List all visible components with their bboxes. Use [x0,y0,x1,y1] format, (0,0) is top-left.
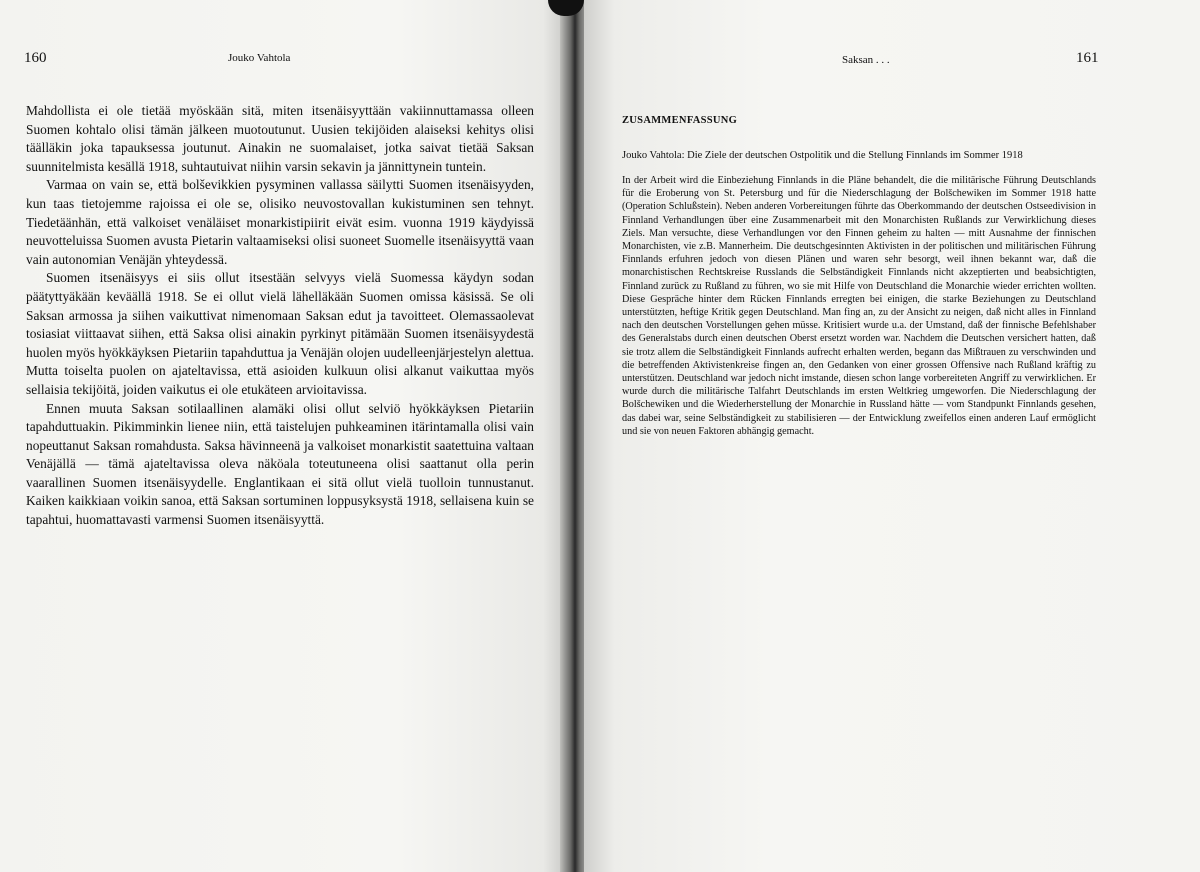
right-page [584,0,1200,872]
paragraph: Ennen muuta Saksan sotilaallinen alamäki olisi ollut selviö hyökkäyksen Pietariin tapahduttuakin. Pikimminkin lienee niin, että taistelujen puhkeaminen itärintamalla olisi vain nopeuttanut Saksan romahdusta. Saksa hävinneenä ja valkoiset monarkistit saatettuina valtaan Venäjällä — tämä ajateltavissa oleva näköala toteutuneena olisi saattanut olla perin vaarallinen Suomen itsenäisyydelle. Englantikaan ei sitä ollut vielä tuolloin tunnustanut. Kaiken kaikkiaan voikin sanoa, että Saksan sortuminen loppusyksystä 1918, sellaisena kuin se tapahtui, huomattavasti varmensi Suomen itsenäisyyttä. [26,400,534,528]
right-running-head: Saksan . . . [842,54,890,66]
summary-citation: Jouko Vahtola: Die Ziele der deutschen Ostpolitik und die Stellung Finnlands im Sommer 1918 [622,150,1023,161]
summary-text [622,174,1096,438]
paragraph: In der Arbeit wird die Einbeziehung Finnlands in die Pläne behandelt, die die militärische Führung Deutschlands für die Eroberung von St. Petersburg und für die Niederschlagung der Bolšchewiken im Sommer 1918 hatte (Operation Schlußstein). Neben anderen Vorbereitungen führte das Oberkommando der deutschen Ostseedivision in Finnland Verhandlungen über eine Zusammenarbeit mit den Monarchisten Rußlands zur Verwirklichung dieses Ziels. Man versuchte, diese Verhandlungen vor den Finnen geheim zu halten — mitt Ausnahme der finnischen Monarchisten, vie z.B. Mannerheim. Die deutschgesinnten Aktivisten in der politischen und militärischen Führung Finnlands erfuhren jedoch von diesen Plänen und waren sehr besorgt, weil ihnen bekannt war, daß die monarchistischen Rechtskreise Russlands die Selbständigkeit Finnlands nicht akzeptierten und beabsichtigten, Finnland zurück zu Rußland zu führen, wo sie mit Hilfe von Deutschland die Monarchie wieder errichten wollten. Diese Gespräche hinter dem Rücken Finnlands erregten bei einigen, die starke Beziehungen zu Deutschland unterstützten, heftige Kritik gegen Deutschland. Man fing an, zu der Ansicht zu neigen, daß nicht alles in Finnland nach den deutschen Vorstellungen gehen müsse. Kritisiert wurde u.a. der Umstand, daß der finnische Befehlshaber des Generalstabs durch einen deutschen Oberst ersetzt worden war. Nachdem die Deutschen versichert hatten, daß sie trotz allem die Selbständigkeit Finnlands aufrecht erhalten werden, begann das Mißtrauen zu verschwinden und die betreffenden Aktivistenkreise fingen an, den Gedanken von einer grossen Offensive nach Rußland kräftig zu unterstützen. Deutschland war jedoch nicht imstande, diesen schon lange vorbereiteten Angriff zu verwirklichen. Er wurde durch die militärische Talfahrt Deutschlands im ersten Weltkrieg umgeworfen. Die Niederschlagung der Bolšchewiken und die Wiederherstellung der Monarchie in Russland hätte — vom Standpunkt Finnlands gesehen, das dabei war, seine Selbständigkeit zu stabilisieren — der Entwicklung zweifellos einen anderen Lauf ermöglicht und sie von neuen Faktoren abhängig gemacht. [622,175,1096,437]
right-page-header [584,50,1200,68]
left-running-head: Jouko Vahtola [228,52,291,64]
paragraph: Mahdollista ei ole tietää myöskään sitä, miten itsenäisyyttään vakiinnuttamassa olleen Suomen kohtalo olisi tämän jälkeen muotoutunut. Uusien tekijöiden alaiseksi kehitys olisi täälläkin joka tapauksessa joutunut. Ainakin ne suomalaiset, jotka saivat tietää Saksan suunnitelmista kesällä 1918, suhtautuivat niihin varsin sekavin ja jännittynein tuntein. [26,103,534,174]
paragraph: Suomen itsenäisyys ei siis ollut itsestään selvyys vielä Suomessa käydyn sodan päätyttyäkään keväällä 1918. Se ei ollut vielä lähelläkään Suomen omissa käsissä. Se oli Saksan armossa ja siihen vaikuttivat nimenomaan Saksan edut ja tavoitteet. Olemassaolevat tosiasiat viittaavat siihen, että Saksa olisi ainakin pyrkinyt pitämään Suomen itsenäisyydestä huolen myös hyökkäyksen Pietariin tapahduttua ja Venäjän olojen uudelleenjärjestelyn alettua. Mutta toiselta puolen on ajateltavissa, että asioiden kulkuun olisi alkanut vaikuttaa myös sellaisia tekijöitä, joiden vaikutus ei ole etukäteen arvioitavissa. [26,270,534,397]
left-page-number: 160 [24,50,47,66]
left-page [0,0,566,872]
section-title: ZUSAMMENFASSUNG [622,115,738,126]
left-page-header [24,50,526,68]
paragraph: Varmaa on vain se, että bolševikkien pysyminen vallassa säilytti Suomen itsenäisyyden, kun taas tietojemme rajoissa ei ole se, olisiko neuvostovallan kukistuminen sen tehnyt. Tiedetäänhän, että valkoiset venäläiset monarkistipiirit eivät esim. vuonna 1919 käydyissä neuvotteluissa Suomen avusta Pietarin valtaamiseksi olisi suoneet Suomelle itsenäisyyttä vaan vain autonomian Venäjän yhteydessä. [26,177,534,267]
right-page-number: 161 [1076,50,1099,66]
left-body-text [26,102,534,530]
